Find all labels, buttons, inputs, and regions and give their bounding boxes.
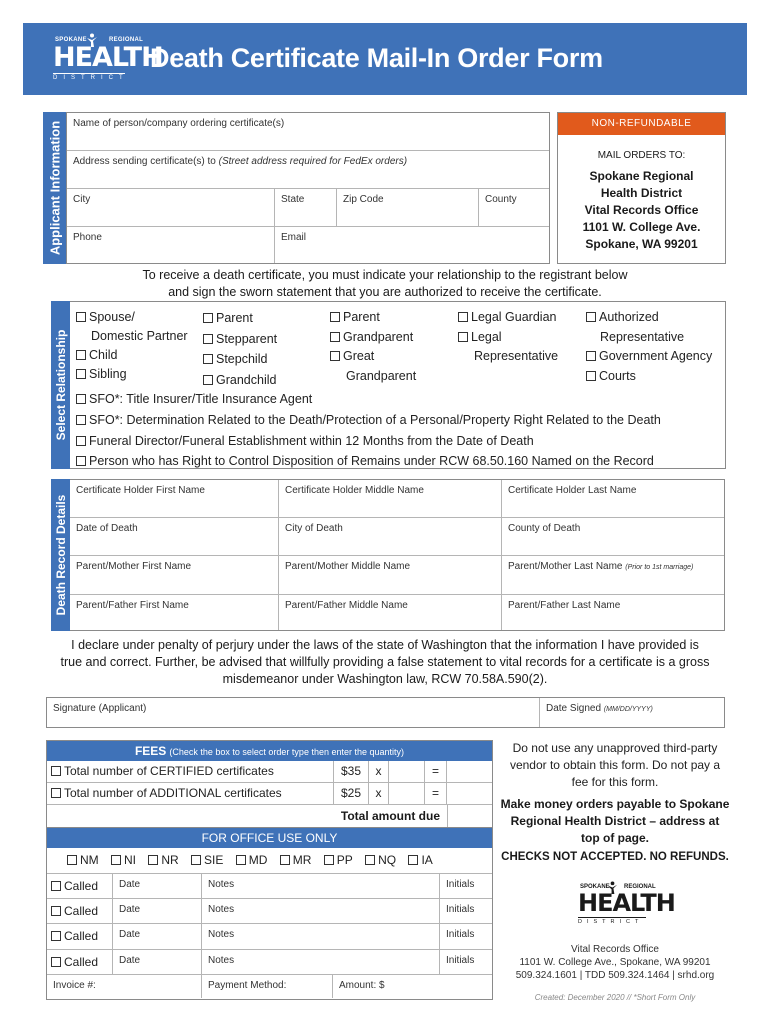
certified-subtotal-input[interactable] <box>447 761 492 783</box>
called-initials-1[interactable]: Initials <box>440 873 492 899</box>
applicant-information-tab: Applicant Information <box>43 112 66 264</box>
legal-representative-checkbox[interactable] <box>458 332 468 342</box>
logo-text-top-right: REGIONAL <box>109 37 144 43</box>
called-initials-4[interactable]: Initials <box>440 950 492 975</box>
relationship-intro: To receive a death certificate, you must indicate your relationship to the registrant below and sign the sworn statement that you are authorized to receive the certificate. <box>142 268 628 299</box>
holder-middle-name-field[interactable]: Certificate Holder Middle Name <box>279 480 502 518</box>
vendor-notice: Do not use any unapproved third-party vendor to obtain this form. Do not pay a fee for this form. <box>509 741 721 789</box>
parent-checkbox[interactable] <box>203 313 213 323</box>
srhd-logo <box>53 37 163 85</box>
called-notes-1[interactable]: Notes <box>202 873 440 899</box>
father-first-name-field[interactable]: Parent/Father First Name <box>70 595 279 630</box>
city-field[interactable]: City <box>67 189 275 227</box>
mother-last-name-note: (Prior to 1st marriage) <box>625 564 694 571</box>
parent2-checkbox[interactable] <box>330 312 340 322</box>
called-option-4[interactable]: Called <box>47 950 113 975</box>
certified-checkbox[interactable] <box>51 766 61 776</box>
government-agency-checkbox[interactable] <box>586 351 596 361</box>
legal-guardian-option[interactable]: Legal Guardian <box>458 308 558 328</box>
stepchild-option[interactable]: Stepchild <box>203 349 277 370</box>
legal-representative-option[interactable]: Legal <box>458 328 558 348</box>
right-to-control-option[interactable]: Person who has Right to Control Disposition of Remains under RCW 68.50.160 Named on the Record <box>76 451 661 472</box>
total-amount-input[interactable] <box>447 805 492 827</box>
srhd-footer-logo: SPOKANE REGIONAL HEALTH DISTRICT <box>578 884 668 932</box>
sfo-title-checkbox[interactable] <box>76 394 86 404</box>
non-refundable-banner: NON-REFUNDABLE <box>558 113 725 135</box>
parent-option[interactable]: Parent <box>203 308 277 329</box>
government-agency-option[interactable]: Government Agency <box>586 347 712 367</box>
phone-field[interactable]: Phone <box>67 227 275 263</box>
logo-text-bottom: DISTRICT <box>53 75 129 81</box>
spouse-checkbox[interactable] <box>76 312 86 322</box>
stepparent-checkbox[interactable] <box>203 334 213 344</box>
called-notes-3[interactable]: Notes <box>202 924 440 950</box>
sibling-checkbox[interactable] <box>76 369 86 379</box>
logo-text-top-left: SPOKANE <box>55 37 87 43</box>
grandchild-option[interactable]: Grandchild <box>203 370 277 391</box>
sfo-determination-checkbox[interactable] <box>76 415 86 425</box>
county-of-death-field[interactable]: County of Death <box>502 518 724 556</box>
right-to-control-checkbox[interactable] <box>76 456 86 466</box>
holder-first-name-field[interactable]: Certificate Holder First Name <box>70 480 279 518</box>
funeral-director-checkbox[interactable] <box>76 436 86 446</box>
name-field[interactable]: Name of person/company ordering certificate(s) <box>67 113 549 151</box>
total-amount-due-label: Total amount due <box>340 809 440 823</box>
email-field[interactable]: Email <box>281 232 307 243</box>
relationship-box: Spouse/ Domestic Partner Child Sibling Parent Stepparent Stepchild Grandchild Parent Grandparent Great Grandparent Legal Guardian Legal Representative Authorized Representative Government Agency Courts SFO*: Title Insurer/Title Insurance Agent SFO*: Determination Related to the Death/Protection of a Personal/Property Right Related to the Death Funeral Director/Funeral Establishment within 12 Months from the Date of Death Person who has Right to Control Disposition of Remains under RCW 68.50.160 Named on the Record <box>70 301 726 469</box>
called-notes-4[interactable]: Notes <box>202 950 440 975</box>
authorized-representative-checkbox[interactable] <box>586 312 596 322</box>
called-notes-2[interactable]: Notes <box>202 899 440 924</box>
money-order-notice: Make money orders payable to Spokane Regional Health District – address at top of page. <box>500 797 730 845</box>
code-nr[interactable]: NR <box>148 853 178 867</box>
footer-contact: Vital Records Office 1101 W. College Ave., Spokane, WA 99201 509.324.1601 | TDD 509.324.1464 | srhd.org <box>515 944 715 981</box>
certified-option[interactable]: Total number of CERTIFIED certificates <box>47 761 334 783</box>
amount-field[interactable]: Amount: $ <box>339 980 385 991</box>
code-nm[interactable]: NM <box>67 853 99 867</box>
courts-option[interactable]: Courts <box>586 367 712 387</box>
grandparent-checkbox[interactable] <box>330 332 340 342</box>
code-sie[interactable]: SIE <box>191 853 223 867</box>
sfo-title-insurer-option[interactable]: SFO*: Title Insurer/Title Insurance Agent <box>76 389 661 410</box>
called-date-2[interactable]: Date <box>113 899 202 924</box>
office-use-header: FOR OFFICE USE ONLY <box>47 828 492 848</box>
authorized-representative-option[interactable]: Authorized <box>586 308 712 328</box>
legal-guardian-checkbox[interactable] <box>458 312 468 322</box>
date-of-death-field[interactable]: Date of Death <box>70 518 279 556</box>
called-date-1[interactable]: Date <box>113 873 202 899</box>
signature-field[interactable]: Signature (Applicant) <box>47 698 540 727</box>
code-ni[interactable]: NI <box>111 853 136 867</box>
called-date-3[interactable]: Date <box>113 924 202 950</box>
additional-checkbox[interactable] <box>51 788 61 798</box>
child-option[interactable]: Child <box>76 346 188 365</box>
father-middle-name-field[interactable]: Parent/Father Middle Name <box>279 595 502 630</box>
state-field[interactable]: State <box>275 189 337 227</box>
code-md[interactable]: MD <box>236 853 268 867</box>
father-last-name-field[interactable]: Parent/Father Last Name <box>508 600 621 611</box>
city-of-death-field[interactable]: City of Death <box>279 518 502 556</box>
sibling-option[interactable]: Sibling <box>76 365 188 384</box>
child-checkbox[interactable] <box>76 350 86 360</box>
called-option-3[interactable]: Called <box>47 924 113 950</box>
called-option-2[interactable]: Called <box>47 899 113 924</box>
applicant-info-box <box>66 112 550 264</box>
funeral-director-option[interactable]: Funeral Director/Funeral Establishment within 12 Months from the Date of Death <box>76 431 661 452</box>
stepchild-checkbox[interactable] <box>203 354 213 364</box>
mail-orders-box <box>557 112 726 264</box>
certified-price: $35 <box>334 761 369 783</box>
additional-option[interactable]: Total number of ADDITIONAL certificates <box>47 783 334 805</box>
death-record-box <box>70 479 725 631</box>
office-codes-row <box>67 850 487 872</box>
additional-price: $25 <box>334 783 369 805</box>
holder-last-name-field[interactable]: Certificate Holder Last Name <box>502 480 724 518</box>
grandparent-option[interactable]: Grandparent <box>330 328 416 348</box>
declaration-text: I declare under penalty of perjury under the laws of the state of Washington that the information I have provided is true and correct. Further, be advised that willfully providing a false statement to vital records for a certificate is a gross misdemeanor under Washington law, RCW 70.58A.590(2). <box>60 638 710 686</box>
signature-row <box>46 697 725 728</box>
code-nq[interactable]: NQ <box>365 853 396 867</box>
page-title: Death Certificate Mail-In Order Form <box>150 43 603 73</box>
fees-header: FEES (Check the box to select order type then enter the quantity) <box>47 741 492 761</box>
called-initials-2[interactable]: Initials <box>440 899 492 924</box>
address-field[interactable]: Address sending certificate(s) to (Street address required for FedEx orders) <box>67 151 549 189</box>
additional-quantity-input[interactable] <box>389 783 425 805</box>
grandchild-checkbox[interactable] <box>203 375 213 385</box>
office-use-box <box>46 828 493 1000</box>
mother-middle-name-field[interactable]: Parent/Mother Middle Name <box>279 556 502 595</box>
stepparent-option[interactable]: Stepparent <box>203 329 277 350</box>
certified-quantity-input[interactable] <box>389 761 425 783</box>
death-record-details-tab: Death Record Details <box>51 479 70 631</box>
mother-last-name-field[interactable]: Parent/Mother Last Name (Prior to 1st marriage) <box>502 556 724 595</box>
zip-field[interactable]: Zip Code <box>337 189 479 227</box>
parent2-option[interactable]: Parent <box>330 308 416 328</box>
code-ia[interactable]: IA <box>408 853 432 867</box>
called-option-1[interactable]: Called <box>47 873 113 899</box>
great-grandparent-option[interactable]: Great <box>330 347 416 367</box>
select-relationship-tab: Select Relationship <box>51 301 70 469</box>
county-field[interactable]: County <box>479 189 549 227</box>
created-note: Created: December 2020 // *Short Form Only <box>534 993 696 1002</box>
courts-checkbox[interactable] <box>586 371 596 381</box>
spouse-option[interactable]: Spouse/ <box>76 308 188 327</box>
invoice-field[interactable]: Invoice #: <box>47 975 202 998</box>
form-header <box>23 23 747 95</box>
code-mr[interactable]: MR <box>280 853 312 867</box>
address-note: (Street address required for FedEx orders) <box>218 156 408 167</box>
code-pp[interactable]: PP <box>324 853 353 867</box>
great-grandparent-checkbox[interactable] <box>330 351 340 361</box>
logo-text-main: HEALTH <box>53 42 163 73</box>
mother-first-name-field[interactable]: Parent/Mother First Name <box>70 556 279 595</box>
fees-box: FEES (Check the box to select order type then enter the quantity) Total number of CERTIFIED certificates $35 x = Total number of ADDITIONAL certificates $25 x = Total amount due <box>46 740 493 828</box>
called-date-4[interactable]: Date <box>113 950 202 975</box>
checks-notice: CHECKS NOT ACCEPTED. NO REFUNDS. <box>501 851 729 863</box>
sfo-determination-option[interactable]: SFO*: Determination Related to the Death/Protection of a Personal/Property Right Related to the Death <box>76 410 661 431</box>
payment-method-field[interactable]: Payment Method: <box>202 975 333 998</box>
mail-address: Spokane Regional Health District Vital Records Office 1101 W. College Ave. Spokane, WA 99201 <box>582 169 701 251</box>
date-signed-field[interactable]: Date Signed (MM/DD/YYYY) <box>546 703 653 714</box>
called-initials-3[interactable]: Initials <box>440 924 492 950</box>
additional-subtotal-input[interactable] <box>447 783 492 805</box>
mail-orders-to-label: MAIL ORDERS TO: <box>597 150 686 161</box>
